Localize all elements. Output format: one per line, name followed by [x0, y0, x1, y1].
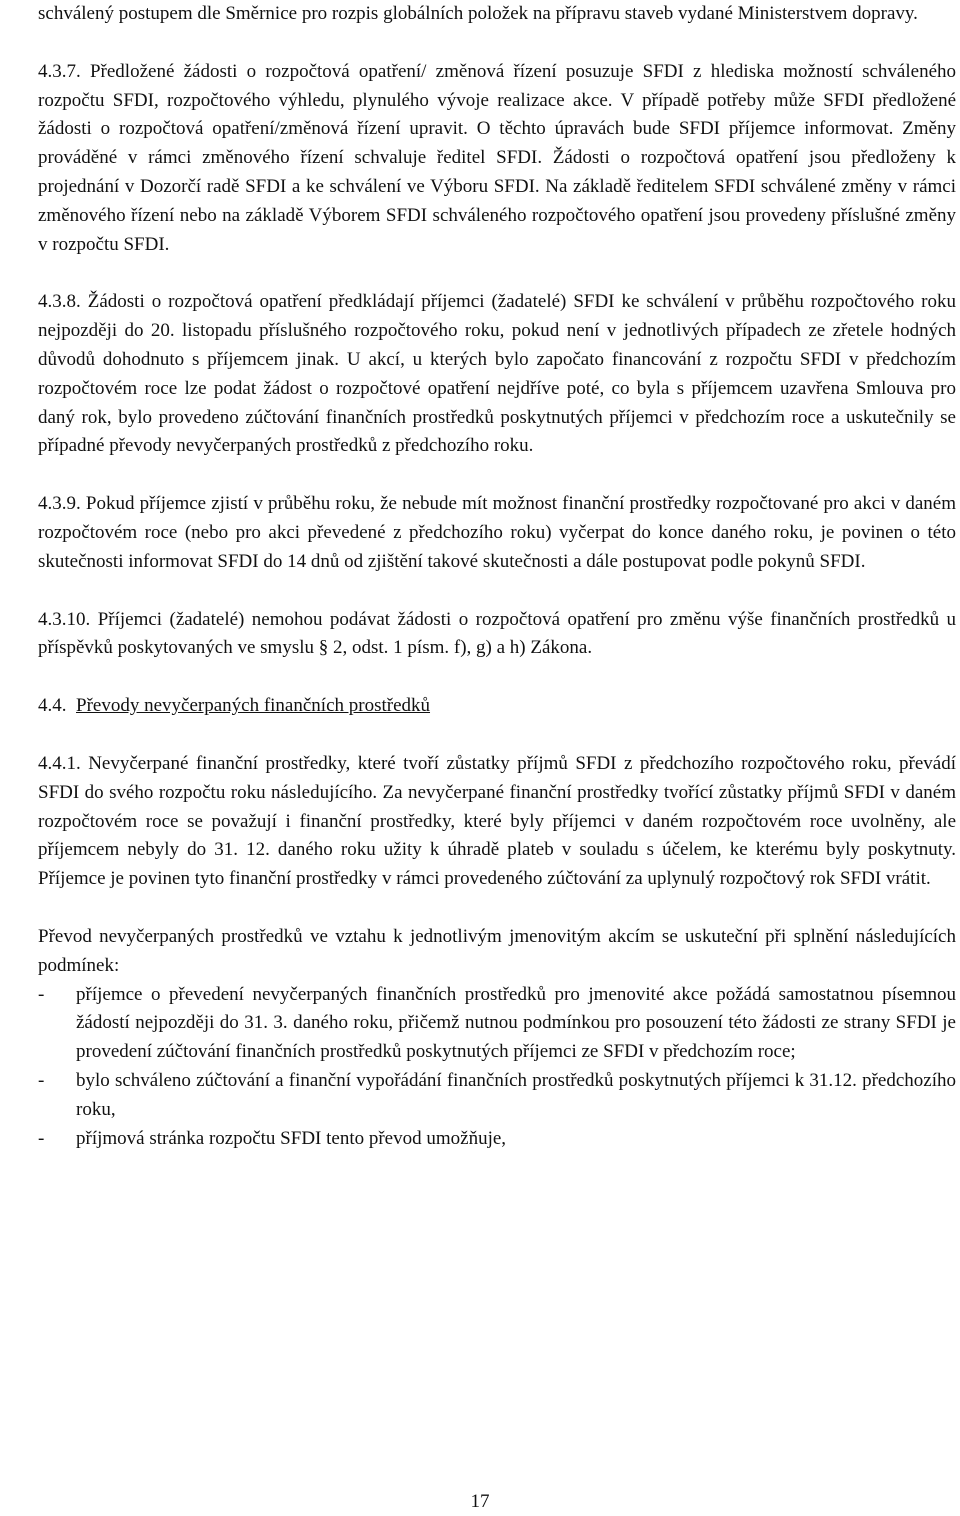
paragraph-4-3-10 — [38, 606, 956, 664]
conditions-list — [38, 981, 956, 1154]
paragraph-number: 4.3.10. — [38, 608, 91, 630]
paragraph-text: Příjemci (žadatelé) nemohou podávat žádosti o rozpočtová opatření pro změnu výše finančních prostředků u příspěvků poskytovaných ve smyslu § 2, odst. 1 písm. f), g) a h) Zákona. — [38, 608, 957, 659]
list-item-text: bylo schváleno zúčtování a finanční vypořádání finančních prostředků poskytnutých příjemci k 31.12. předchozího roku, — [76, 1069, 956, 1120]
list-item-text: příjemce o převedení nevyčerpaných finančních prostředků pro jmenovité akce požádá samostatnou písemnou žádostí nejpozději do 31. 3. daného roku, přičemž nutnou podmínkou pro posouzení této žádosti ze strany SFDI je provedení zúčtování finančních prostředků poskytnutých příjemci ze SFDI v předchozím roce; — [76, 983, 956, 1063]
dash-bullet: - — [38, 1127, 45, 1149]
paragraph-4-3-8 — [38, 288, 956, 461]
paragraph-4-4-1 — [38, 750, 956, 894]
transfer-intro: Převod nevyčerpaných prostředků ve vztahu k jednotlivým jmenovitým akcím se uskuteční při splnění následujících podmínek: — [38, 925, 956, 976]
dash-bullet: - — [38, 1069, 45, 1091]
list-item — [38, 1125, 956, 1154]
paragraph-text: Pokud příjemce zjistí v průběhu roku, že nebude mít možnost finanční prostředky rozpočtované pro akci v daném rozpočtovém roce (nebo pro akci převedené z předchozího roku) vyčerpat do konce daného roku, je povinen o této skutečnosti informovat SFDI do 14 dnů od zjištění takové skutečnosti a dále postupovat podle pokynů SFDI. — [38, 493, 957, 572]
paragraph-text: Nevyčerpané finanční prostředky, které tvoří zůstatky příjmů SFDI z předchozího rozpočtového roku, převádí SFDI do svého rozpočtu roku následujícího. Za nevyčerpané finanční prostředky tvořící zůstatky příjmů SFDI v daném rozpočtovém roce se považují i finanční prostředky, které byly příjemci v daném rozpočtovém roce uvolněny, ale příjemcem nebyly do 31. 12. daného roku užity k úhradě plateb v souladu s účelem, ke kterému byly poskytnuty. Příjemce je povinen tyto finanční prostředky v rámci provedeného zúčtování za uplynulý rozpočtový rok SFDI vrátit. — [38, 752, 956, 890]
paragraph-text: Žádosti o rozpočtová opatření předkládají příjemci (žadatelé) SFDI ke schválení v průběhu rozpočtového roku nejpozději do 20. listopadu příslušného rozpočtového roku, pokud není v jednotlivých případech ze zřetele hodných důvodů dohodnuto s příjemcem jinak. U akcí, u kterých bylo započato financování z rozpočtu SFDI v předchozím rozpočtovém roce lze podat žádost o rozpočtové opatření nejdříve poté, co byla s příjemcem uzavřena Smlouva pro daný rok, bylo provedeno zúčtování finančních prostředků poskytnutých příjemci v předchozím roce a uskutečnily se případné převody nevyčerpaných prostředků z předchozího roku. — [38, 291, 957, 457]
list-item-text: příjmová stránka rozpočtu SFDI tento převod umožňuje, — [76, 1127, 507, 1149]
list-item — [38, 1067, 956, 1125]
paragraph-number: 4.3.7. — [38, 60, 81, 82]
intro-paragraph: schválený postupem dle Směrnice pro rozpis globálních položek na přípravu staveb vydané Ministerstvem dopravy. — [38, 3, 918, 24]
section-title: Převody nevyčerpaných finančních prostředků — [76, 695, 431, 717]
section-heading — [38, 692, 956, 721]
document-page — [38, 0, 956, 1153]
list-item — [38, 981, 956, 1067]
page-number: 17 — [470, 1491, 490, 1512]
paragraph-4-3-9 — [38, 490, 956, 576]
paragraph-text: Předložené žádosti o rozpočtová opatření/ změnová řízení posuzuje SFDI z hlediska možností schváleného rozpočtu SFDI, rozpočtového výhledu, plynulého vývoje realizace akce. V případě potřeby může SFDI předložené žádosti o rozpočtová opatření/změnová řízení upravit. O těchto úpravách bude SFDI příjemce informovat. Změny prováděné v rámci změnového řízení schvaluje ředitel SFDI. Žádosti o rozpočtová opatření jsou předloženy k projednání v Dozorčí radě SFDI a ke schválení ve Výboru SFDI. Na základě ředitelem SFDI schválené změny v rámci změnového řízení nebo na základě Výborem SFDI schváleného rozpočtového opatření jsou provedeny příslušné změny v rozpočtu SFDI. — [38, 60, 957, 255]
paragraph-4-3-7 — [38, 58, 956, 260]
dash-bullet: - — [38, 983, 45, 1005]
section-number: 4.4. — [38, 695, 67, 717]
paragraph-number: 4.4.1. — [38, 752, 81, 774]
paragraph-number: 4.3.9. — [38, 493, 81, 515]
paragraph-number: 4.3.8. — [38, 291, 81, 313]
